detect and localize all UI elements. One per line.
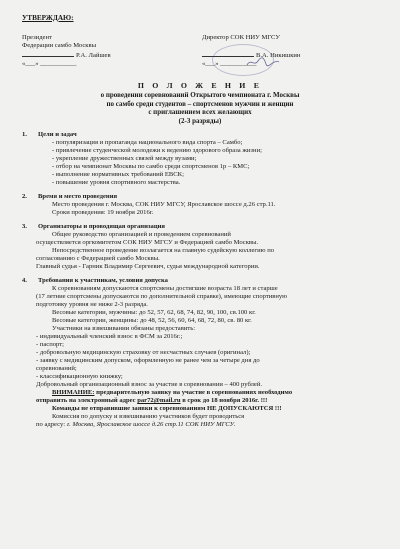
signature-line bbox=[22, 50, 74, 57]
section-organizers bbox=[22, 223, 388, 271]
title-line-4: (2-3 разряды) bbox=[178, 116, 222, 125]
list-item: - индивидуальный членский взнос в ФСМ за 2016г.; bbox=[36, 333, 183, 341]
paragraph: согласованию с Федерацией самбо Москвы. bbox=[36, 255, 160, 263]
list-item: - паспорт; bbox=[36, 341, 64, 349]
left-name: Р.А. Лайшев bbox=[76, 52, 111, 59]
approval-heading: УТВЕРЖДАЮ: bbox=[22, 14, 74, 22]
paragraph: Комиссия по допуску и взвешиванию участников будет проводиться bbox=[52, 413, 245, 421]
right-name: В.А. Никишкин bbox=[256, 52, 301, 59]
section-requirements bbox=[22, 277, 388, 429]
list-item: - выполнение нормативных требований ЕВСК; bbox=[52, 171, 184, 179]
section-number: 4. bbox=[22, 277, 27, 285]
warning-label: ВНИМАНИЕ: bbox=[52, 389, 95, 397]
list-item: - популяризация и пропаганда национального вида спорта – Самбо; bbox=[52, 139, 243, 147]
fee-text: Добровольный организационный взнос за участие в соревновании – 400 рублей. bbox=[36, 381, 263, 389]
weigh-in-address bbox=[22, 421, 388, 429]
email-link[interactable]: par72@mail.ru bbox=[137, 397, 181, 405]
section-time-place bbox=[22, 193, 388, 217]
title-line-3: с приглашением всех желающих bbox=[148, 108, 252, 117]
dates-text: Сроки проведения: 19 ноября 2016г. bbox=[52, 209, 154, 217]
paragraph: подготовку уровня не ниже 2-3 разряда. bbox=[36, 301, 148, 309]
list-item: - заявку с медицинским допуском, оформленную не ранее чем за четыре дня до bbox=[36, 357, 260, 365]
warning-line-3: Команды не отправившие заявки к соревнованиям НЕ ДОПУСКАЮТСЯ !!! bbox=[52, 405, 282, 413]
list-item: - добровольную медицинскую страховку от несчастных случаев (оригинал); bbox=[36, 349, 251, 357]
paragraph: К соревнованиям допускаются спортсмены достигшие возраста 18 лет и старше bbox=[52, 285, 278, 293]
section-number: 2. bbox=[22, 193, 27, 201]
paragraph: осуществляется оргкомитетом СОК НИУ МГСУ и Федерацией самбо Москвы. bbox=[36, 239, 259, 247]
chief-judge: Главный судья - Гарник Владимир Сергеевич, судья международной категории. bbox=[36, 263, 260, 271]
left-date: «___» ___________ bbox=[22, 60, 77, 67]
document-title bbox=[22, 82, 388, 125]
section-title: Организаторы и проводящая организация bbox=[38, 223, 165, 231]
signature-left bbox=[22, 34, 187, 68]
signature-block bbox=[22, 34, 352, 68]
left-org: Федерации самбо Москвы bbox=[22, 42, 97, 49]
paragraph: Общее руководство организацией и проведением соревнований bbox=[52, 231, 231, 239]
handwritten-signature bbox=[246, 56, 280, 68]
right-date: «___» ___________ bbox=[202, 60, 257, 67]
warning-line-2 bbox=[22, 397, 388, 405]
section-heading bbox=[22, 277, 388, 285]
warning-line-1 bbox=[22, 389, 388, 397]
section-heading bbox=[22, 193, 388, 201]
section-goals bbox=[22, 131, 388, 187]
section-title: Требования к участникам, условия допуска bbox=[38, 277, 168, 285]
venue-text: Место проведения г. Москва, СОК НИУ МГСУ, Ярославское шоссе д.26 стр.11. bbox=[52, 201, 276, 209]
paragraph: (17 летние спортсмены допускаются по дополнительной справке), имеющие спортивную bbox=[36, 293, 288, 301]
list-item: соревнований; bbox=[36, 365, 77, 373]
list-item: - повышение уровня спортивного мастерства. bbox=[52, 179, 181, 187]
warning-text: предварительную заявку на участие в соревнованиях необходимо bbox=[94, 389, 293, 397]
address-text: г. Москва, Ярославское шоссе д.26 стр.11 СОК НИУ МГСУ. bbox=[66, 421, 236, 429]
list-item: - классификационную книжку; bbox=[36, 373, 123, 381]
title-line-1: о проведении соревнований Открытого чемпионата г. Москвы bbox=[100, 91, 300, 100]
section-heading bbox=[22, 131, 388, 139]
paragraph: Участники на взвешивании обязаны предоставить: bbox=[52, 325, 196, 333]
section-number: 3. bbox=[22, 223, 27, 231]
paragraph: Непосредственное проведение возлагается на главную судейскую коллегию по bbox=[52, 247, 275, 255]
left-name-line bbox=[22, 50, 187, 60]
section-number: 1. bbox=[22, 131, 27, 139]
left-role: Президент bbox=[22, 34, 52, 41]
list-item: - отбор на чемпионат Москвы по самбо среди спортсменов 1р – КМС; bbox=[52, 163, 250, 171]
weights-women: Весовые категории, женщины: до 48, 52, 56, 60, 64, 68, 72, 80, св. 80 кг. bbox=[52, 317, 252, 325]
list-item: - укрепление дружественных связей между вузами; bbox=[52, 155, 197, 163]
section-title: Цели и задач bbox=[38, 131, 77, 139]
right-role: Директор СОК НИУ МГСУ bbox=[202, 34, 281, 41]
warning-text: отправить на электронный адрес bbox=[36, 397, 138, 405]
section-title: Время и место проведения bbox=[38, 193, 118, 201]
list-item: - привлечение студенческой молодежи к ведению здорового образа жизни; bbox=[52, 147, 262, 155]
title-heading: П О Л О Ж Е Н И Е bbox=[137, 81, 263, 90]
section-heading bbox=[22, 223, 388, 231]
weights-men: Весовые категории, мужчины: до 52, 57, 62, 68, 74, 82, 90, 100, св.100 кг. bbox=[52, 309, 256, 317]
goals-list bbox=[22, 139, 388, 187]
address-label: по адресу: bbox=[36, 421, 67, 429]
title-line-2: по самбо среди студентов – спортсменов мужчин и женщин bbox=[106, 99, 294, 108]
warning-text: в срок до 18 ноября 2016г. !!! bbox=[180, 397, 268, 405]
